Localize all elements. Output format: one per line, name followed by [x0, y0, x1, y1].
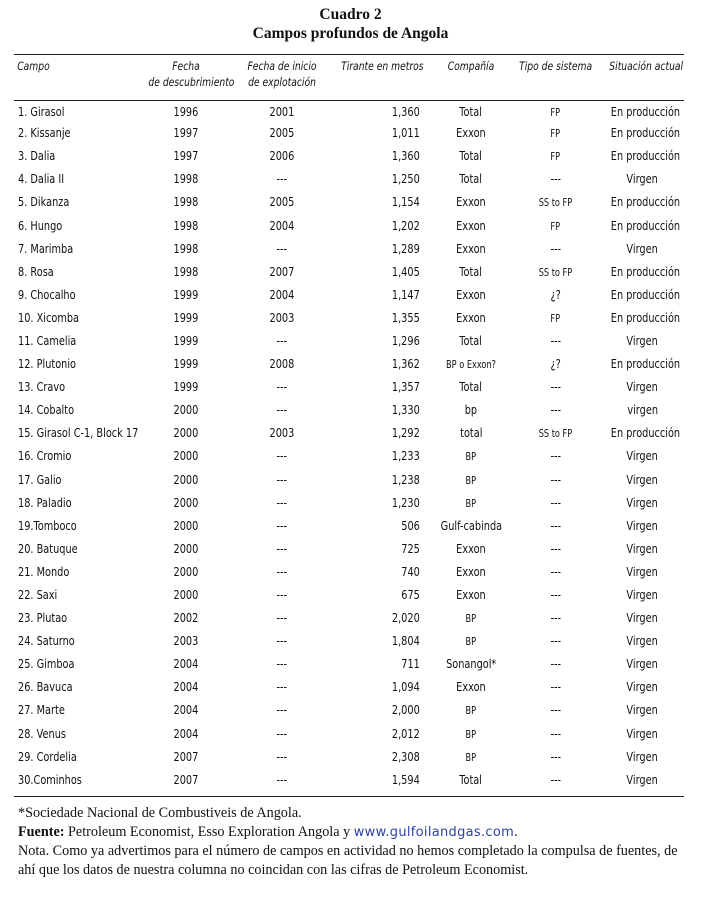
table-row [14, 560, 684, 583]
cell-tipo-sistema: --- [550, 494, 561, 510]
cell-fecha-descubrimiento: 2000 [173, 563, 199, 579]
cell-tirante: 2,308 [392, 748, 420, 764]
cell-situacion: Virgen [626, 171, 659, 187]
cell-campo: 5. Dikanza [18, 194, 70, 210]
cell-campo: 16. Cromio [18, 448, 72, 464]
cell-campo: 2. Kissanje [18, 125, 71, 141]
cell-campo: 25. Gimboa [18, 656, 75, 672]
cell-situacion: virgen [627, 402, 658, 418]
table-row [14, 213, 684, 236]
cell-compania: BP [465, 497, 477, 510]
cell-fecha-descubrimiento: 1999 [173, 379, 199, 395]
cell-situacion: Virgen [626, 240, 659, 256]
header-campo: Campo [17, 59, 50, 73]
cell-campo: 7. Marimba [18, 240, 74, 256]
table-row [14, 514, 684, 537]
header-compania: Compañía [447, 59, 495, 73]
cell-tirante: 675 [401, 587, 420, 603]
cell-tipo-sistema: --- [550, 563, 561, 579]
cell-tipo-sistema: SS to FP [538, 197, 573, 210]
cell-compania: Exxon [456, 563, 486, 579]
cell-tipo-sistema: --- [550, 448, 561, 464]
cell-fecha-inicio: --- [276, 379, 288, 395]
cell-fecha-inicio: --- [276, 402, 288, 418]
cell-campo: 22. Saxi [18, 587, 58, 603]
cell-compania: Total [459, 171, 483, 187]
cell-fecha-inicio: --- [276, 563, 288, 579]
cell-fecha-descubrimiento: 1998 [173, 263, 199, 279]
table-row [14, 260, 684, 283]
table-row [14, 444, 684, 467]
cell-fecha-descubrimiento: 1996 [173, 104, 199, 120]
table-row [14, 537, 684, 560]
cell-fecha-descubrimiento: 2007 [173, 771, 199, 787]
cell-tipo-sistema: FP [550, 107, 561, 120]
cell-tipo-sistema: ¿? [550, 356, 561, 372]
cell-compania: Total [459, 263, 483, 279]
cell-compania: Total [459, 104, 483, 120]
cell-fecha-descubrimiento: 2004 [173, 725, 199, 741]
cell-tirante: 2,012 [392, 725, 420, 741]
cell-situacion: Virgen [626, 587, 659, 603]
cell-situacion: En producción [610, 286, 681, 302]
cell-situacion: En producción [610, 356, 681, 372]
cell-tipo-sistema: SS to FP [538, 428, 573, 441]
cell-tirante: 1,355 [392, 309, 420, 325]
cell-situacion: Virgen [626, 656, 659, 672]
cell-fecha-descubrimiento: 2004 [173, 702, 199, 718]
cell-compania: Gulf-cabinda [440, 517, 503, 533]
cell-fecha-descubrimiento: 1998 [173, 217, 199, 233]
cell-fecha-descubrimiento: 2000 [173, 517, 199, 533]
cell-fecha-descubrimiento: 2000 [173, 448, 199, 464]
cell-compania: Exxon [456, 540, 486, 556]
table-row [14, 583, 684, 606]
cell-tirante: 711 [401, 656, 420, 672]
cell-compania: Total [459, 148, 483, 164]
cell-tirante: 1,238 [392, 471, 420, 487]
cell-tipo-sistema: FP [550, 312, 561, 325]
cell-fecha-inicio: --- [276, 656, 288, 672]
cell-tirante: 1,154 [392, 194, 420, 210]
cell-tirante: 1,804 [392, 633, 420, 649]
table-caption-title: Campos profundos de Angola [252, 25, 449, 42]
cell-tipo-sistema: --- [550, 633, 561, 649]
cell-fecha-inicio: --- [276, 332, 288, 348]
cell-campo: 12. Plutonio [18, 356, 77, 372]
cell-situacion: Virgen [626, 471, 659, 487]
cell-fecha-inicio: --- [276, 587, 288, 603]
cell-fecha-descubrimiento: 1999 [173, 356, 199, 372]
cell-situacion: Virgen [626, 725, 659, 741]
cell-fecha-inicio: 2006 [269, 148, 295, 164]
header-tirante: Tirante en metros [341, 59, 424, 73]
cell-fecha-descubrimiento: 2004 [173, 656, 199, 672]
header-situacion: Situación actual [609, 59, 684, 73]
cell-fecha-descubrimiento: 2003 [173, 633, 199, 649]
cell-situacion: Virgen [626, 610, 659, 626]
cell-fecha-inicio: --- [276, 471, 288, 487]
cell-tipo-sistema: --- [550, 517, 561, 533]
cell-compania: Total [459, 379, 483, 395]
cell-fecha-inicio: --- [276, 448, 288, 464]
cell-compania: BP [465, 613, 477, 626]
cell-situacion: Virgen [626, 702, 659, 718]
cell-campo: 26. Bavuca [18, 679, 73, 695]
cell-compania: Exxon [456, 679, 486, 695]
table-body [14, 98, 684, 791]
table-row [14, 629, 684, 652]
cell-situacion: Virgen [626, 448, 659, 464]
table-row [14, 98, 684, 121]
cell-fecha-inicio: --- [276, 240, 288, 256]
source-text: Petroleum Economist, Esso Exploration Angola y [64, 824, 354, 840]
cell-fecha-inicio: 2001 [269, 104, 295, 120]
cell-tipo-sistema: FP [550, 128, 561, 141]
cell-fecha-descubrimiento: 2000 [173, 402, 199, 418]
cell-situacion: En producción [610, 148, 681, 164]
header-fecha-inicio: Fecha de inicio de explotación [247, 59, 317, 89]
cell-tipo-sistema: --- [550, 540, 561, 556]
cell-campo: 24. Saturno [18, 633, 75, 649]
cell-situacion: Virgen [626, 748, 659, 764]
cell-tirante: 506 [401, 517, 420, 533]
header-row [14, 58, 684, 98]
cell-compania: BP [465, 474, 477, 487]
cell-tipo-sistema: FP [550, 220, 561, 233]
cell-compania: Exxon [456, 587, 486, 603]
cell-compania: BP [465, 728, 477, 741]
cell-fecha-inicio: --- [276, 517, 288, 533]
bottom-rule [14, 796, 684, 797]
cell-fecha-descubrimiento: 2000 [173, 425, 199, 441]
cell-situacion: En producción [610, 217, 681, 233]
table-row [14, 722, 684, 745]
cell-campo: 13. Cravo [18, 379, 66, 395]
cell-campo: 14. Cobalto [18, 402, 75, 418]
cell-tirante: 1,405 [392, 263, 420, 279]
cell-compania: Total [459, 332, 483, 348]
table-row [14, 375, 684, 398]
cell-fecha-descubrimiento: 1998 [173, 240, 199, 256]
cell-fecha-inicio: 2005 [269, 125, 295, 141]
cell-compania: total [459, 425, 483, 441]
cell-fecha-descubrimiento: 2000 [173, 494, 199, 510]
cell-compania: BP [465, 751, 477, 764]
cell-fecha-descubrimiento: 2000 [173, 471, 199, 487]
cell-fecha-descubrimiento: 1999 [173, 332, 199, 348]
cell-fecha-inicio: 2005 [269, 194, 295, 210]
cell-tirante: 2,020 [392, 610, 420, 626]
cell-campo: 29. Cordelia [18, 748, 77, 764]
cell-tirante: 1,147 [392, 286, 420, 302]
cell-tirante: 1,360 [392, 148, 420, 164]
table-row [14, 306, 684, 329]
cell-fecha-inicio: --- [276, 679, 288, 695]
table-row [14, 144, 684, 167]
cell-fecha-inicio: --- [276, 540, 288, 556]
cell-tipo-sistema: --- [550, 679, 561, 695]
table-row [14, 745, 684, 768]
cell-compania: Exxon [456, 286, 486, 302]
cell-tipo-sistema: SS to FP [538, 266, 573, 279]
cell-fecha-inicio: 2003 [269, 309, 295, 325]
cell-campo: 8. Rosa [18, 263, 54, 279]
cell-situacion: En producción [610, 104, 681, 120]
cell-fecha-inicio: --- [276, 610, 288, 626]
cell-compania: BP [465, 636, 477, 649]
cell-compania: Exxon [456, 217, 486, 233]
cell-campo: 4. Dalia II [18, 171, 65, 187]
cell-fecha-inicio: --- [276, 702, 288, 718]
cell-campo: 27. Marte [18, 702, 65, 718]
cell-tirante: 1,362 [392, 356, 420, 372]
cell-situacion: Virgen [626, 679, 659, 695]
cell-campo: 18. Paladio [18, 494, 72, 510]
cell-situacion: Virgen [626, 563, 659, 579]
table-row [14, 652, 684, 675]
cell-fecha-descubrimiento: 1998 [173, 194, 199, 210]
cell-fecha-descubrimiento: 1997 [173, 148, 199, 164]
table-row [14, 698, 684, 721]
cell-fecha-inicio: 2004 [269, 286, 295, 302]
cell-situacion: Virgen [626, 379, 659, 395]
cell-compania: Exxon [456, 309, 486, 325]
cell-fecha-descubrimiento: 1999 [173, 286, 199, 302]
cell-tirante: 1,292 [392, 425, 420, 441]
cell-situacion: Virgen [626, 771, 659, 787]
cell-situacion: En producción [610, 425, 681, 441]
top-rule [14, 54, 684, 55]
cell-compania: BP o Exxon? [446, 359, 496, 372]
table-row [14, 190, 684, 213]
table-row [14, 237, 684, 260]
cell-tirante: 1,289 [392, 240, 420, 256]
cell-tipo-sistema: --- [550, 240, 561, 256]
table-row [14, 121, 684, 144]
cell-tirante: 725 [401, 540, 420, 556]
cell-tirante: 740 [401, 563, 420, 579]
cell-situacion: Virgen [626, 494, 659, 510]
table-row [14, 491, 684, 514]
cell-tirante: 1,357 [392, 379, 420, 395]
cell-tirante: 1,360 [392, 104, 420, 120]
cell-tipo-sistema: --- [550, 656, 561, 672]
cell-compania: bp [464, 402, 478, 418]
header-fecha-descubrimiento: Fecha de descubrimiento [148, 59, 235, 89]
table-row [14, 675, 684, 698]
cell-tipo-sistema: --- [550, 471, 561, 487]
cell-campo: 30.Cominhos [18, 771, 82, 787]
cell-tipo-sistema: ¿? [550, 286, 561, 302]
cell-situacion: Virgen [626, 517, 659, 533]
table-row [14, 398, 684, 421]
cell-fecha-descubrimiento: 2004 [173, 679, 199, 695]
cell-fecha-inicio: 2003 [269, 425, 295, 441]
cell-fecha-descubrimiento: 1998 [173, 171, 199, 187]
cell-fecha-inicio: --- [276, 771, 288, 787]
cell-tipo-sistema: --- [550, 610, 561, 626]
cell-situacion: En producción [610, 194, 681, 210]
table-row [14, 468, 684, 491]
cell-campo: 15. Girasol C-1, Block 17 [18, 425, 139, 441]
source-label: Fuente: [18, 824, 65, 840]
cell-compania: BP [465, 705, 477, 718]
cell-compania: Exxon [456, 125, 486, 141]
cell-fecha-inicio: --- [276, 171, 288, 187]
cell-situacion: Virgen [626, 633, 659, 649]
cell-tirante: 1,011 [392, 125, 420, 141]
cell-compania: Exxon [456, 194, 486, 210]
cell-campo: 17. Galio [18, 471, 62, 487]
table-footer [18, 804, 688, 880]
table-row [14, 167, 684, 190]
cell-campo: 23. Plutao [18, 610, 68, 626]
cell-tirante: 1,296 [392, 332, 420, 348]
cell-tipo-sistema: --- [550, 725, 561, 741]
cell-tirante: 2,000 [392, 702, 420, 718]
cell-tipo-sistema: --- [550, 748, 561, 764]
cell-fecha-inicio: 2007 [269, 263, 295, 279]
table-row [14, 329, 684, 352]
cell-compania: Sonangol* [445, 656, 497, 672]
cell-fecha-inicio: --- [276, 633, 288, 649]
cell-fecha-descubrimiento: 2000 [173, 587, 199, 603]
cell-campo: 3. Dalia [18, 148, 56, 164]
cell-fecha-inicio: 2008 [269, 356, 295, 372]
cell-compania: Total [459, 771, 483, 787]
cell-tirante: 1,094 [392, 679, 420, 695]
cell-fecha-descubrimiento: 2007 [173, 748, 199, 764]
cell-campo: 21. Mondo [18, 563, 70, 579]
cell-situacion: En producción [610, 125, 681, 141]
cell-tipo-sistema: --- [550, 771, 561, 787]
cell-tipo-sistema: --- [550, 379, 561, 395]
cell-tipo-sistema: --- [550, 702, 561, 718]
table-row [14, 421, 684, 444]
header-tipo-sistema: Tipo de sistema [519, 59, 593, 73]
source-line [18, 823, 688, 842]
cell-fecha-descubrimiento: 1997 [173, 125, 199, 141]
angola-fields-table [14, 58, 684, 791]
cell-fecha-descubrimiento: 1999 [173, 309, 199, 325]
cell-tipo-sistema: --- [550, 402, 561, 418]
cell-fecha-descubrimiento: 2000 [173, 540, 199, 556]
cell-fecha-inicio: --- [276, 748, 288, 764]
cell-situacion: Virgen [626, 540, 659, 556]
table-row [14, 352, 684, 375]
cell-campo: 6. Hungo [18, 217, 63, 233]
cell-tipo-sistema: --- [550, 171, 561, 187]
cell-tirante: 1,594 [392, 771, 420, 787]
cell-fecha-inicio: 2004 [269, 217, 295, 233]
cell-campo: 10. Xicomba [18, 309, 79, 325]
source-link[interactable]: www.gulfoilandgas.com [353, 825, 515, 840]
source-end: . [514, 824, 518, 840]
table-row [14, 606, 684, 629]
footnote-sonangol: *Sociedade Nacional de Combustiveis de Angola. [18, 805, 302, 821]
cell-compania: Exxon [456, 240, 486, 256]
table-row [14, 768, 684, 791]
cell-tirante: 1,330 [392, 402, 420, 418]
cell-fecha-inicio: --- [276, 494, 288, 510]
cell-situacion: En producción [610, 309, 681, 325]
cell-tirante: 1,230 [392, 494, 420, 510]
cell-tipo-sistema: FP [550, 151, 561, 164]
cell-tipo-sistema: --- [550, 332, 561, 348]
cell-campo: 20. Batuque [18, 540, 78, 556]
cell-fecha-inicio: --- [276, 725, 288, 741]
cell-fecha-descubrimiento: 2002 [173, 610, 199, 626]
cell-campo: 9. Chocalho [18, 286, 76, 302]
cell-campo: 1. Girasol [18, 104, 65, 120]
cell-tirante: 1,202 [392, 217, 420, 233]
cell-situacion: Virgen [626, 332, 659, 348]
cell-situacion: En producción [610, 263, 681, 279]
cell-campo: 19.Tomboco [18, 517, 77, 533]
cell-tirante: 1,250 [392, 171, 420, 187]
cell-campo: 11. Camelia [18, 332, 77, 348]
table-row [14, 283, 684, 306]
table-caption-number: Cuadro 2 [319, 6, 382, 23]
cell-campo: 28. Venus [18, 725, 66, 741]
cell-tipo-sistema: --- [550, 587, 561, 603]
cell-compania: BP [465, 451, 477, 464]
cell-tirante: 1,233 [392, 448, 420, 464]
nota-paragraph: Nota. Como ya advertimos para el número de campos en actividad no hemos completado la compulsa de fuentes, de ahí que los datos de nuestra columna no coincidan con las cifras de Petroleum Economist. [18, 843, 678, 878]
